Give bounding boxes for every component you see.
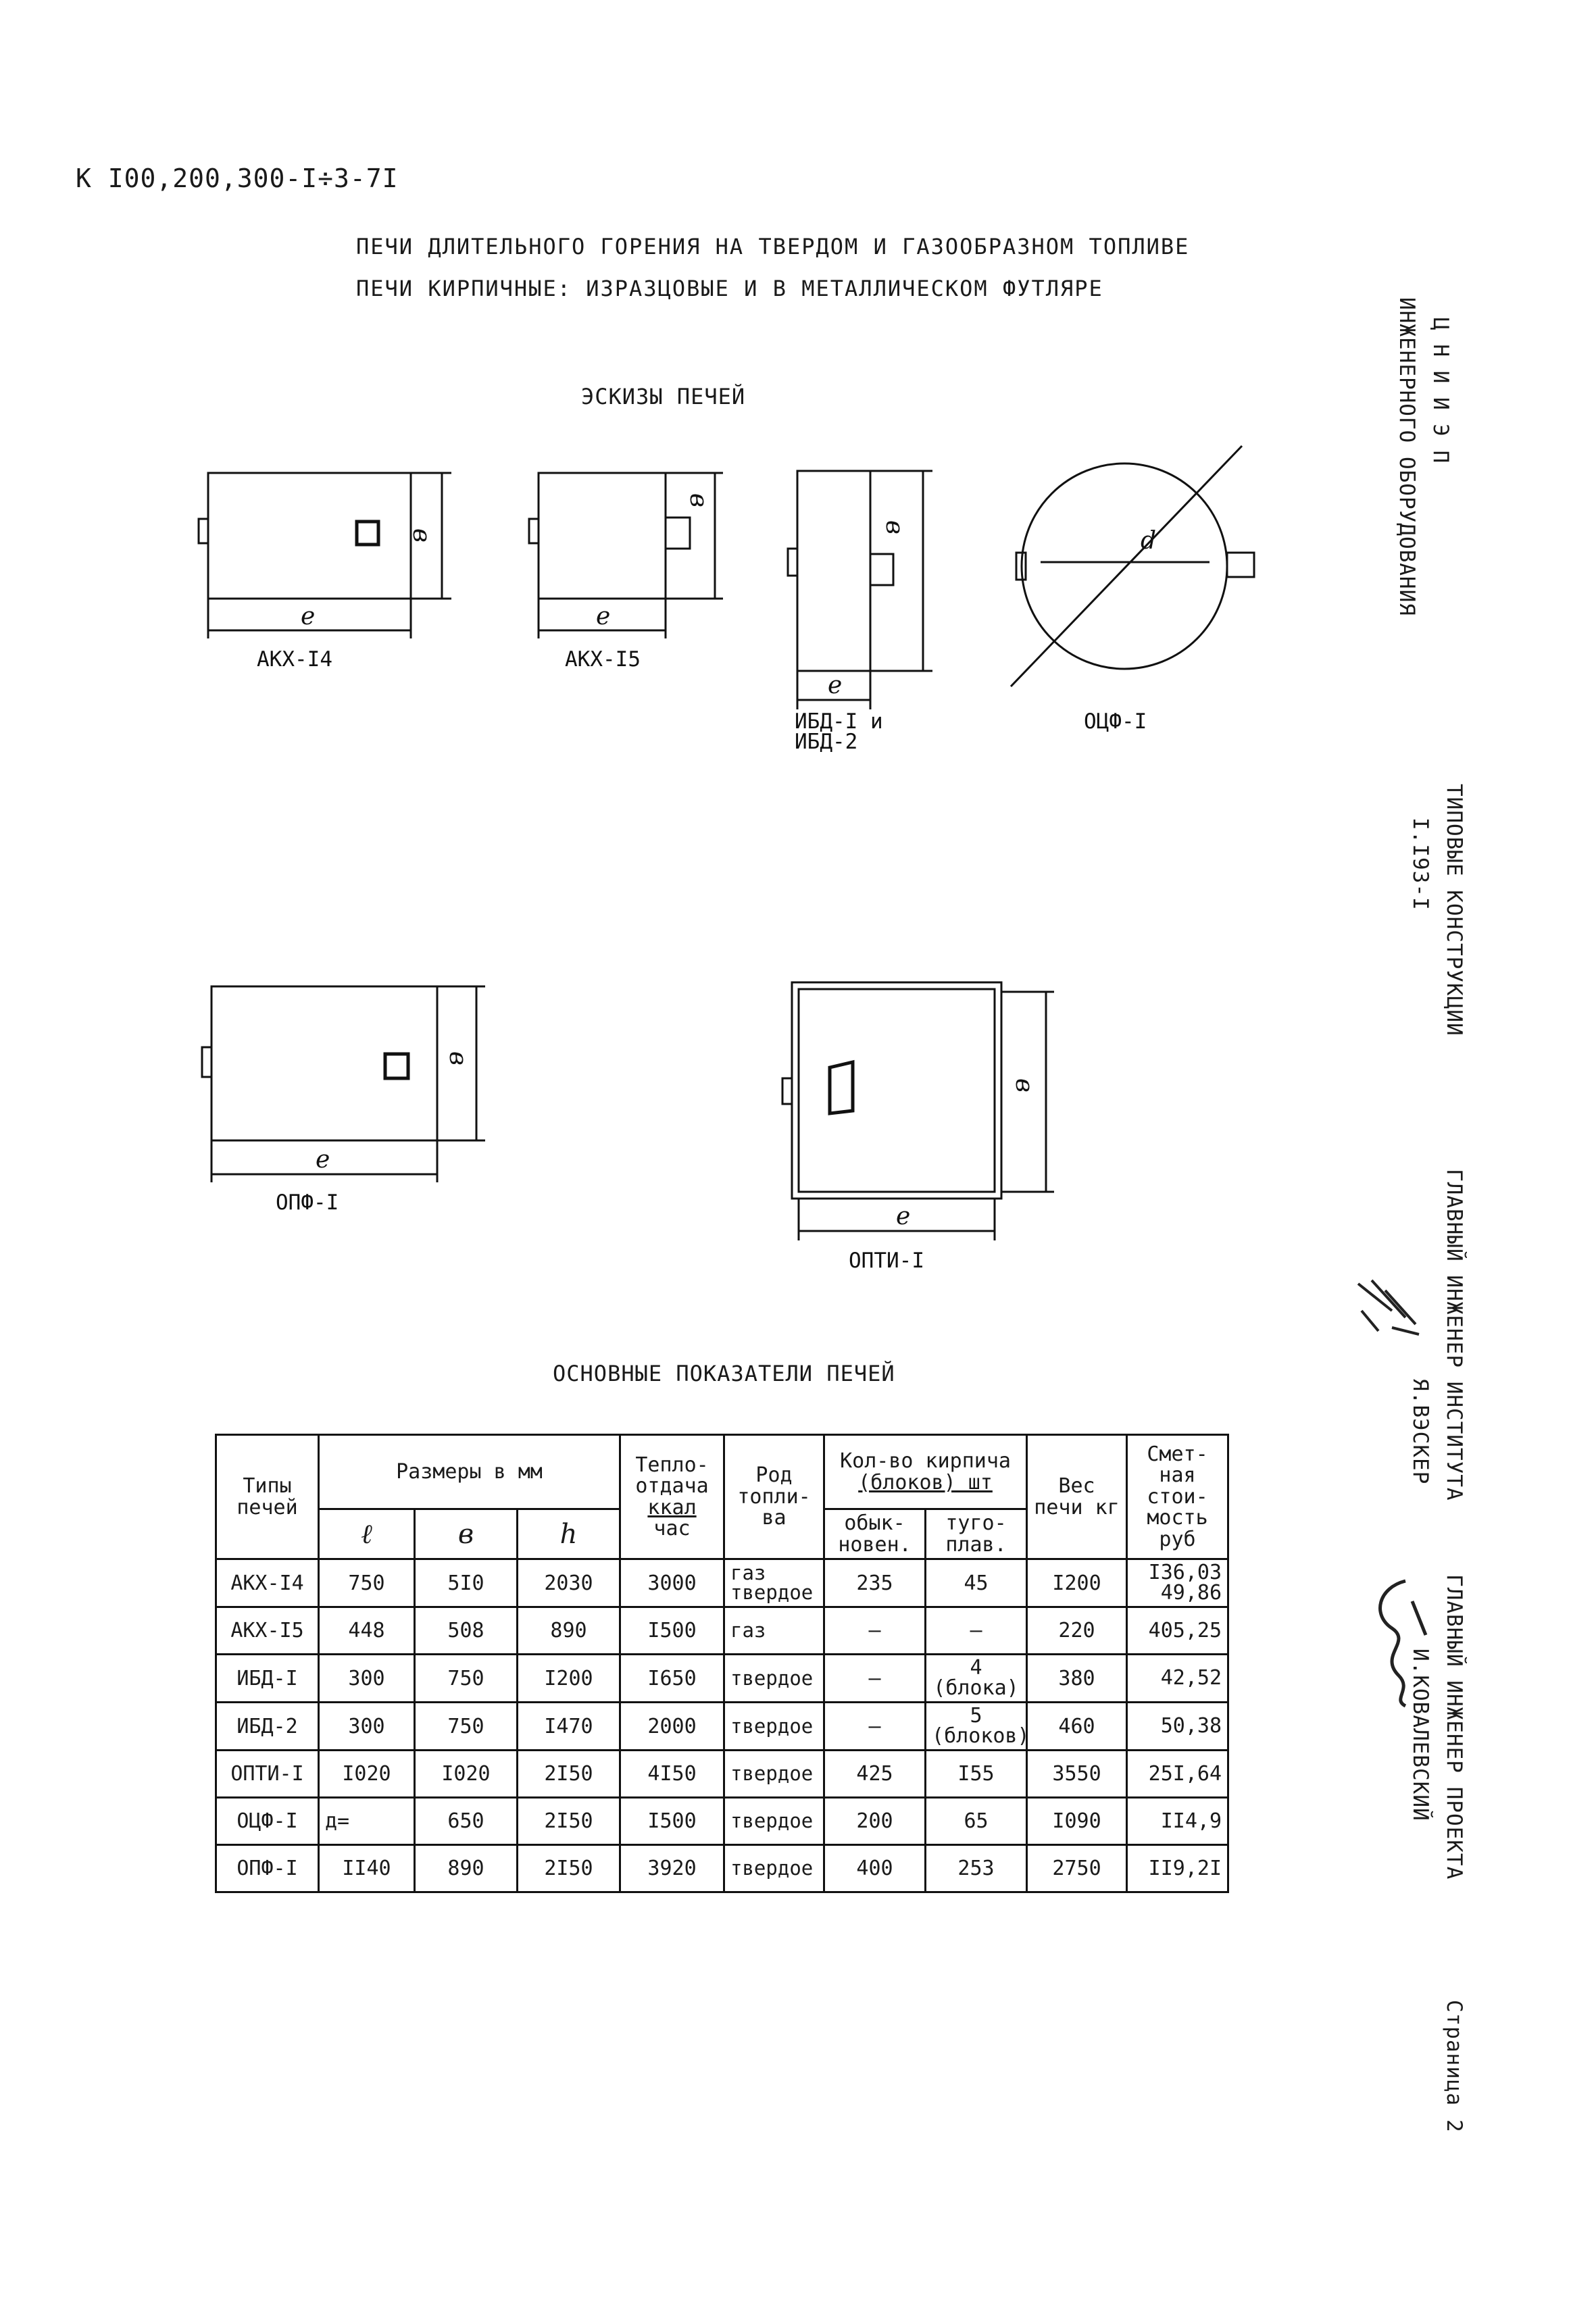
- dim-l-akh15: e: [596, 603, 611, 630]
- dim-l-opf: e: [316, 1146, 330, 1174]
- header-bricks-refractory: туго- плав.: [926, 1509, 1027, 1559]
- label-akh14: АКХ-I4: [257, 647, 332, 672]
- table-row: АКХ-I4 750 5I0 2030 3000 газ твердое 235 45 I200 I36,03 49,86: [216, 1559, 1228, 1607]
- dim-b-opf: в: [444, 1051, 472, 1065]
- header-bricks-ordinary: обык- новен.: [824, 1509, 926, 1559]
- dim-b-akh15: в: [684, 493, 712, 507]
- stove-parameters-table: [215, 1434, 1229, 1893]
- sidebar-series-1: ТИПОВЫЕ КОНСТРУКЦИИ: [1442, 784, 1466, 1036]
- signature-chief: [1351, 1270, 1432, 1351]
- label-otsf: ОЦФ-I: [1084, 709, 1147, 734]
- dim-l-akh14: e: [301, 603, 316, 630]
- table-row: ОПТИ-I I020 I020 2I50 4I50 твердое 425 I55 3550 25I,64: [216, 1751, 1228, 1798]
- table-row: ИБД-2 300 750 I470 2000 твердое – 5 (блоков) 460 50,38: [216, 1703, 1228, 1751]
- header-fuel: Род топли- ва: [724, 1435, 824, 1559]
- label-opf: ОПФ-I: [276, 1190, 339, 1215]
- sketch-akh-14: [199, 473, 451, 638]
- header-sizes: Размеры в мм: [319, 1435, 620, 1509]
- header-size-h: h: [518, 1509, 620, 1559]
- dim-d-otsf: d: [1141, 527, 1157, 555]
- header-weight: Вес печи кг: [1027, 1435, 1127, 1559]
- sketch-opti: [782, 982, 1054, 1240]
- header-cost: Смет- ная стои- мость руб: [1127, 1435, 1228, 1559]
- sidebar-chief-1: ГЛАВНЫЙ ИНЖЕНЕР ИНСТИТУТА: [1442, 1169, 1466, 1501]
- sidebar-org-1: Ц Н И И Э П: [1428, 318, 1453, 464]
- dim-b-akh14: в: [407, 528, 435, 543]
- dim-b-opti: в: [1010, 1078, 1038, 1092]
- sidebar-org-2: ИНЖЕНЕРНОГО ОБОРУДОВАНИЯ: [1395, 297, 1419, 616]
- sidebar-chief-2: Я.ВЭСКЕР: [1408, 1378, 1432, 1485]
- label-opti: ОПТИ-I: [849, 1249, 924, 1273]
- document-code: К I00,200,300-I÷3-7I: [76, 164, 399, 193]
- document-title-line-2: ПЕЧИ КИРПИЧНЫЕ: ИЗРАЗЦОВЫЕ И В МЕТАЛЛИЧЕСКОМ ФУТЛЯРЕ: [356, 276, 1103, 301]
- dim-l-opti: e: [896, 1203, 911, 1230]
- table-row: ИБД-I 300 750 I200 I650 твердое – 4 (блока) 380 42,52: [216, 1655, 1228, 1703]
- header-size-l: ℓ: [319, 1509, 415, 1559]
- sidebar-proj-1: ГЛАВНЫЙ ИНЖЕНЕР ПРОЕКТА: [1442, 1574, 1466, 1880]
- label-ibd-1: ИБД-I и: [795, 709, 883, 734]
- table-row: ОЦФ-I д= 650 2I50 I500 твердое 200 65 I090 II4,9: [216, 1798, 1228, 1845]
- header-type: Типы печей: [216, 1435, 319, 1559]
- sketches-title: ЭСКИЗЫ ПЕЧЕЙ: [581, 384, 746, 409]
- sketch-opf: [202, 986, 485, 1182]
- page-number: Страница 2: [1442, 2000, 1466, 2133]
- label-akh15: АКХ-I5: [565, 647, 641, 672]
- table-title: ОСНОВНЫЕ ПОКАЗАТЕЛИ ПЕЧЕЙ: [553, 1361, 895, 1386]
- header-size-b: в: [415, 1509, 518, 1559]
- document-title-line-1: ПЕЧИ ДЛИТЕЛЬНОГО ГОРЕНИЯ НА ТВЕРДОМ И ГАЗООБРАЗНОМ ТОПЛИВЕ: [356, 234, 1190, 259]
- header-bricks: Кол-во кирпича (блоков) шт: [824, 1435, 1027, 1509]
- sidebar-proj-2: И.КОВАЛЕВСКИЙ: [1408, 1649, 1432, 1821]
- dim-b-ibd: в: [880, 520, 908, 534]
- dim-l-ibd: e: [828, 672, 843, 699]
- header-heat: Тепло- отдача ккал час: [620, 1435, 724, 1559]
- sidebar-series-2: I.I93-I: [1408, 818, 1432, 911]
- label-ibd-2: ИБД-2: [795, 730, 858, 754]
- signature-project: [1365, 1574, 1439, 1709]
- table-row: АКХ-I5 448 508 890 I500 газ – – 220 405,25: [216, 1607, 1228, 1655]
- table-row: ОПФ-I II40 890 2I50 3920 твердое 400 253 2750 II9,2I: [216, 1845, 1228, 1892]
- sketch-ibd: [788, 471, 932, 709]
- sketch-otsf: [1011, 446, 1254, 686]
